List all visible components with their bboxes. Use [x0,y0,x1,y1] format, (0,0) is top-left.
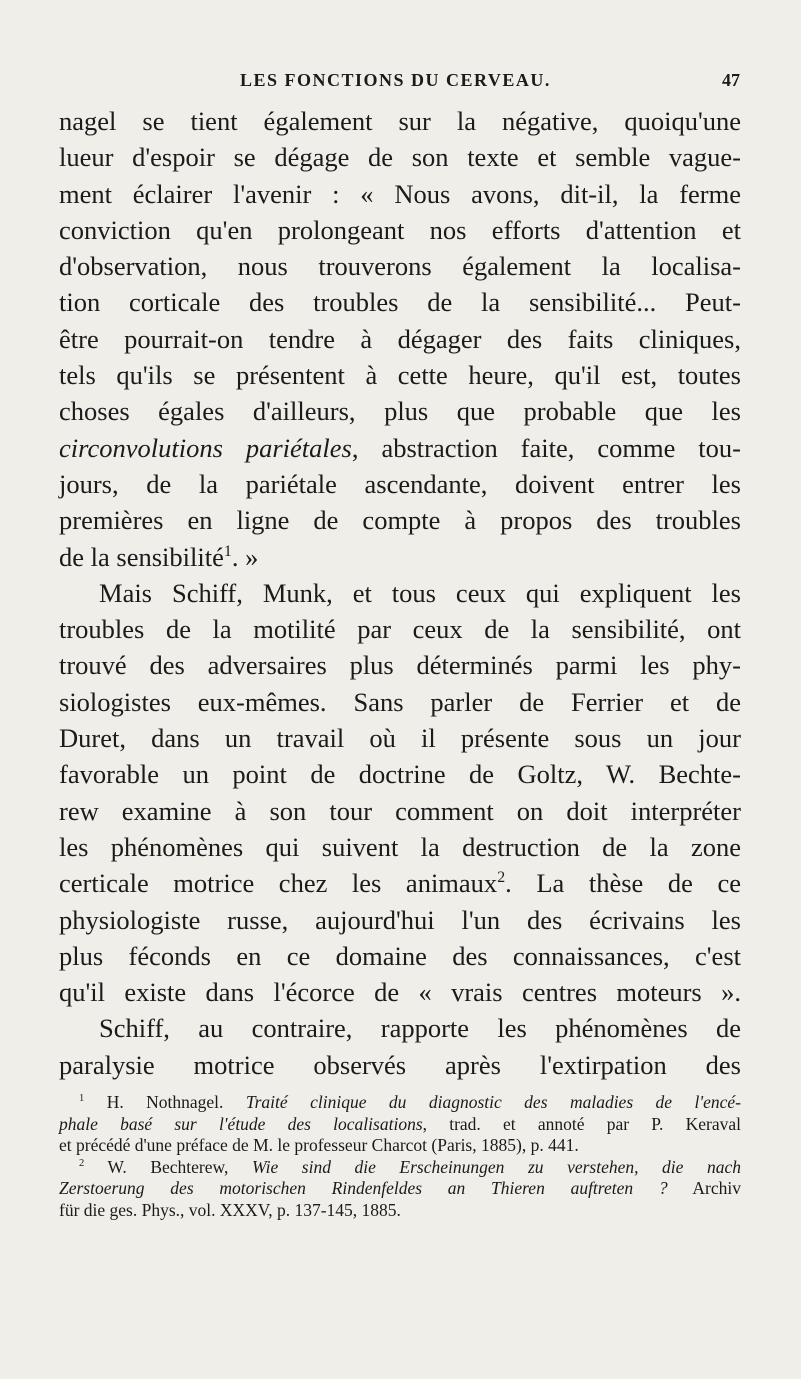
text-line: favorable un point de doctrine de Goltz, W. Bechte- [59,759,741,790]
text-line: paralysie motrice observés après l'extirpation des [59,1049,741,1080]
footnote-1-line [59,1114,741,1136]
text-line: physiologiste russe, aujourd'hui l'un des écrivains les [59,904,741,935]
text-line: troubles de la motilité par ceux de la sensibilité, ont [59,614,741,645]
text-line: siologistes eux-mêmes. Sans parler de Ferrier et de [59,686,741,717]
text-fragment: . » [231,541,259,572]
running-title: LES FONCTIONS DU CERVEAU. [240,70,551,90]
italic-term: circonvolutions pariétales [59,432,352,463]
text-line: nagel se tient également sur la négative, quoiqu'une [59,106,741,136]
text-fragment: . La thèse de ce [505,868,741,899]
footnote-2-line [59,1157,741,1179]
text-line: lueur d'espoir se dégage de son texte et semble vague- [59,142,741,173]
text-line: premières en ligne de compte à propos des troubles [59,505,741,536]
footnote-2-line [59,1178,741,1200]
text-line: d'observation, nous trouverons également la localisa- [59,251,741,282]
text-line: être pourrait-on tendre à dégager des faits cliniques, [59,323,741,354]
footnote-title: Zerstoerung des motorischen Rindenfeldes an Thieren auftreten ? [59,1178,668,1198]
footnote-text: , trad. et annoté par P. Keraval [422,1113,741,1134]
text-line: les phénomènes qui suivent la destruction de la zone [59,831,741,862]
text-line: Schiff, au contraire, rapporte les phénomènes de [99,1013,741,1044]
text-line: Duret, dans un travail où il présente sous un jour [59,723,741,754]
text-line [59,430,741,466]
text-line: tion corticale des troubles de la sensibilité... Peut- [59,287,741,318]
text-line: choses égales d'ailleurs, plus que probable que les [59,396,741,427]
footnote-title: Wie sind die Erscheinungen zu verstehen, die nach [251,1156,742,1177]
page-number: 47 [722,70,740,90]
text-line: Mais Schiff, Munk, et tous ceux qui expliquent les [99,577,741,608]
footnote-ref-1[interactable]: 1 [223,542,232,560]
text-fragment: , abstraction faite, comme tou- [351,432,741,463]
footnote-1-line [59,1092,741,1114]
text-line: conviction qu'en prolongeant nos efforts d'attention et [59,214,741,245]
footnote-title: phale basé sur l'étude des localisations [59,1113,423,1134]
text-fragment: de la sensibilité [59,541,224,572]
footnotes [59,1092,741,1221]
footnote-marker: 2 [79,1157,85,1169]
text-line: plus féconds en ce domaine des connaissances, c'est [59,940,741,971]
text-fragment: certicale motrice chez les animaux [59,868,498,899]
text-line: rew examine à son tour comment on doit interpréter [59,795,741,826]
text-line: qu'il existe dans l'écorce de « vrais centres moteurs ». [59,977,741,1008]
text-line: ment éclairer l'avenir : « Nous avons, dit-il, la ferme [59,178,741,209]
text-line: jours, de la pariétale ascendante, doivent entrer les [59,468,741,499]
footnote-author: H. Nothnagel. [106,1092,224,1112]
text-line [59,865,741,901]
footnote-2-line: für die ges. Phys., vol. XXXV, p. 137-145, 1885. [59,1199,401,1220]
footnote-1-line: et précédé d'une préface de M. le professeur Charcot (Paris, 1885), p. 441. [59,1135,579,1155]
footnote-author: W. Bechterew, [107,1156,229,1177]
text-line [59,539,741,575]
footnote-marker: 1 [79,1093,85,1105]
footnote-title: Traité clinique du diagnostic des maladies de l'encé- [245,1092,741,1112]
text-line: trouvé des adversaires plus déterminés parmi les phy- [59,650,741,681]
text-line: tels qu'ils se présentent à cette heure, qu'il est, toutes [59,360,741,391]
main-text [59,103,741,1083]
running-header [240,70,740,91]
footnote-ref-2[interactable]: 2 [497,869,506,887]
footnote-text: Archiv [667,1178,741,1198]
